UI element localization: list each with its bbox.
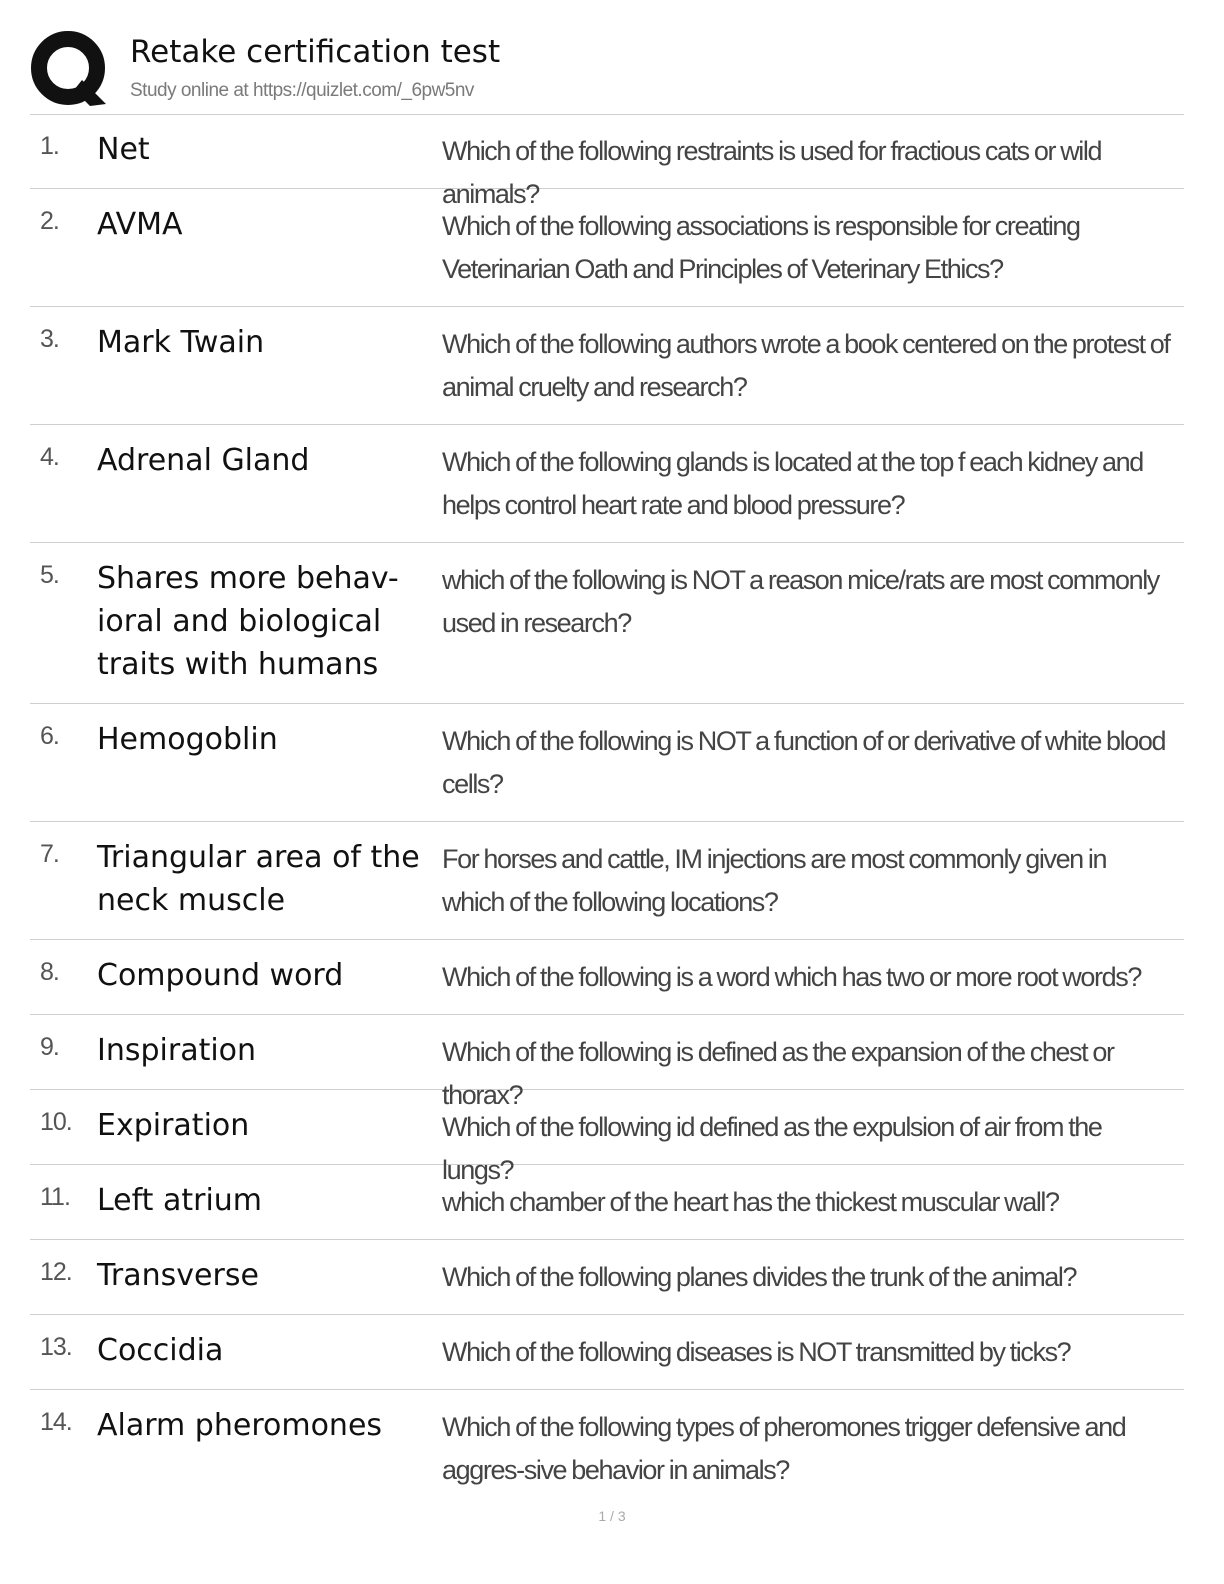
card-row [30,822,1184,940]
card-row [30,1240,1184,1315]
card-term: Compound word [97,958,344,993]
card-row [30,1165,1184,1240]
card-definition: Which of the following id defined as the expulsion of air from the lungs? [442,1112,1102,1185]
card-term: Transverse [97,1258,259,1293]
card-definition: Which of the following diseases is NOT transmitted by ticks? [442,1337,1071,1367]
card-term: Inspiration [97,1033,257,1068]
card-number: 12. [40,1258,72,1286]
card-definition: Which of the following types of pheromones trigger defensive and aggres-sive behavior in animals? [442,1412,1126,1485]
card-row [30,1090,1184,1185]
card-number: 13. [40,1333,72,1361]
card-number: 8. [40,958,59,986]
card-term: Expiration [97,1108,250,1143]
study-online-link[interactable]: Study online at https://quizlet.com/_6pw5nv [130,80,474,101]
card-row [30,425,1184,543]
card-row [30,1015,1184,1110]
card-definition: Which of the following glands is located at the top f each kidney and helps control heart rate and blood pressure? [442,447,1143,520]
card-number: 10. [40,1108,72,1136]
card-row [30,1315,1184,1390]
card-number: 4. [40,443,59,471]
card-row [30,704,1184,822]
card-definition: which chamber of the heart has the thickest muscular wall? [442,1187,1059,1217]
card-row [30,543,1184,704]
card-number: 7. [40,840,59,868]
card-number: 14. [40,1408,72,1436]
card-number: 11. [40,1183,70,1211]
card-term: Coccidia [97,1333,224,1368]
card-definition: Which of the following is a word which has two or more root words? [442,962,1141,992]
card-definition: Which of the following planes divides the trunk of the animal? [442,1262,1077,1292]
document-header [30,28,1184,115]
card-row [30,189,1184,307]
card-term: Alarm pheromones [97,1408,383,1443]
card-definition: Which of the following associations is responsible for creating Veterinarian Oath and Principles of Veterinary Ethics? [442,211,1080,284]
card-number: 6. [40,722,59,750]
card-term: Mark Twain [97,325,265,360]
card-row [30,114,1184,209]
card-term: Shares more behav-ioral and biological traits with humans [97,561,399,682]
card-definition: Which of the following restraints is used for fractious cats or wild animals? [442,136,1102,209]
flashcard-list [30,114,1184,1508]
card-definition: Which of the following is defined as the expansion of the chest or thorax? [442,1037,1114,1110]
card-row [30,307,1184,425]
card-term: Adrenal Gland [97,443,310,478]
card-term: Net [97,132,150,167]
card-number: 9. [40,1033,59,1061]
card-row [30,1390,1184,1508]
card-term: Left atrium [97,1183,263,1218]
card-definition: Which of the following is NOT a function of or derivative of white blood cells? [442,726,1166,799]
card-number: 5. [40,561,59,589]
card-definition: Which of the following authors wrote a book centered on the protest of animal cruelty and research? [442,329,1170,402]
card-term: AVMA [97,207,183,242]
card-number: 3. [40,325,59,353]
quizlet-logo-icon [30,30,110,110]
card-row [30,940,1184,1015]
page-number: 1 / 3 [598,1508,626,1524]
card-term: Hemogoblin [97,722,278,757]
page-title: Retake certification test [130,34,501,70]
card-term: Triangular area of the neck muscle [97,840,420,918]
card-definition: which of the following is NOT a reason mice/rats are most commonly used in research? [442,565,1159,638]
card-definition: For horses and cattle, IM injections are most commonly given in which of the following locations? [442,844,1107,917]
card-number: 2. [40,207,59,235]
card-number: 1. [40,132,59,160]
